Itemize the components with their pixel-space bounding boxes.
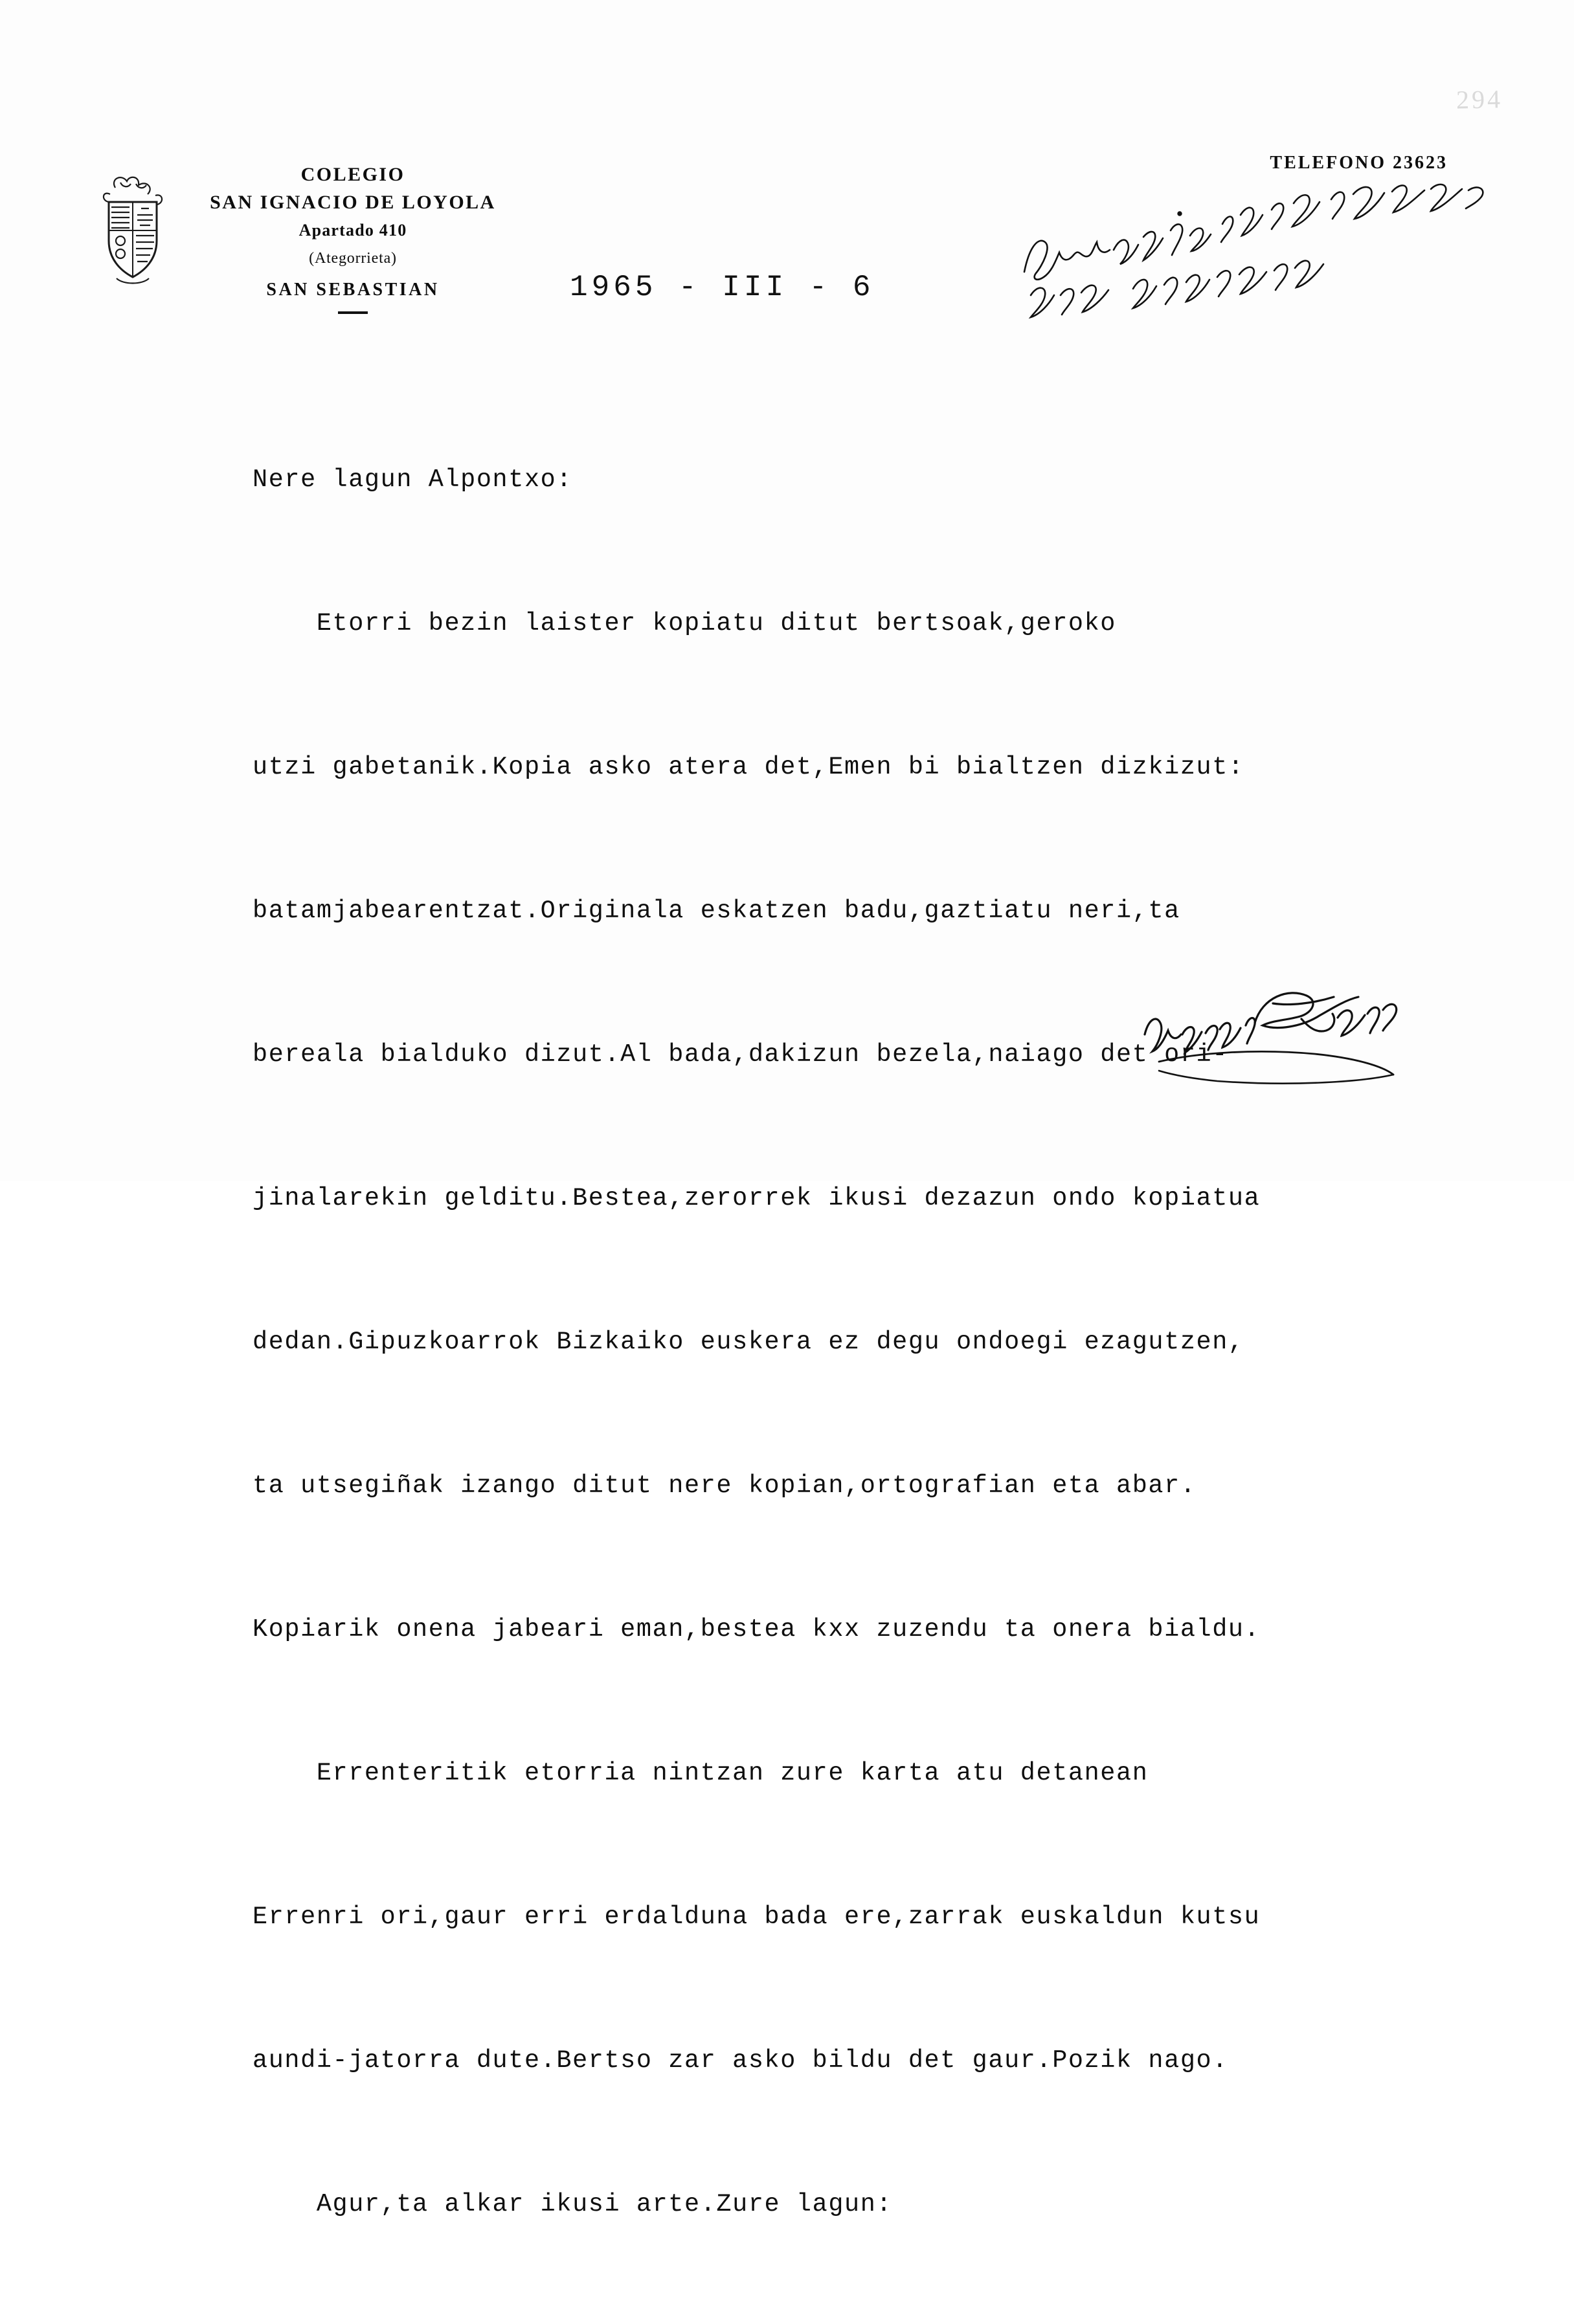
archive-number: 294 [1456,84,1503,115]
letterhead-divider [338,311,368,314]
letter-line: utzi gabetanik.Kopia asko atera det,Emen bi bialtzen dizkizut: [253,753,1244,781]
letter-line: ta utsegiñak izango ditut nere kopian,ortografian eta abar. [253,1471,1197,1500]
letter-line: Errenteritik etorria nintzan zure karta atu detanean [253,1759,1149,1787]
date-line: 1965 - III - 6 [570,271,875,304]
letter-line: bereala bialduko dizut.Al bada,dakizun bezela,naiago det ori- [253,1040,1228,1069]
letter-line: Nere lagun Alpontxo: [253,465,573,494]
handwriting-transcript-top [0,0,1,1]
letter-line: jinalarekin gelditu.Bestea,zerorrek ikusi dezazun ondo kopiatua [253,1184,1261,1212]
letter-body [253,360,1541,2324]
letterhead-line-district: (Ategorrieta) [309,250,397,267]
letter-line: Errenri ori,gaur erri erdalduna bada ere,zarrak euskaldun kutsu [253,1903,1261,1931]
letterhead-line-colegio: COLEGIO [300,164,405,185]
letterhead-masthead [197,162,508,314]
letter-line: Etorri bezin laister kopiatu ditut bertsoak,geroko [253,609,1117,638]
letterhead-line-apartado: Apartado 410 [298,221,407,240]
letter-line: Kopiarik onena jabeari eman,bestea kxx zuzendu ta onera bialdu. [253,1615,1261,1644]
letter-line: dedan.Gipuzkoarrok Bizkaiko euskera ez degu ondoegi ezagutzen, [253,1328,1244,1356]
letter-line: batamjabearentzat.Originala eskatzen badu,gaztiatu neri,ta [253,897,1180,925]
telephone-line: TELEFONO 23623 [1270,153,1448,173]
handwritten-annotation [1017,175,1509,324]
letter-line: aundi-jatorra dute.Bertso zar asko bildu det gaur.Pozik nago. [253,2046,1228,2075]
letterhead [84,162,537,311]
heraldic-shield-icon [91,168,175,288]
letterhead-line-school-name: SAN IGNACIO DE LOYOLA [210,191,496,213]
letterhead-line-city: SAN SEBASTIAN [266,280,440,300]
handwriting-transcript-signature [0,0,1,1]
letter-line: Agur,ta alkar ikusi arte.Zure lagun: [253,2190,893,2218]
